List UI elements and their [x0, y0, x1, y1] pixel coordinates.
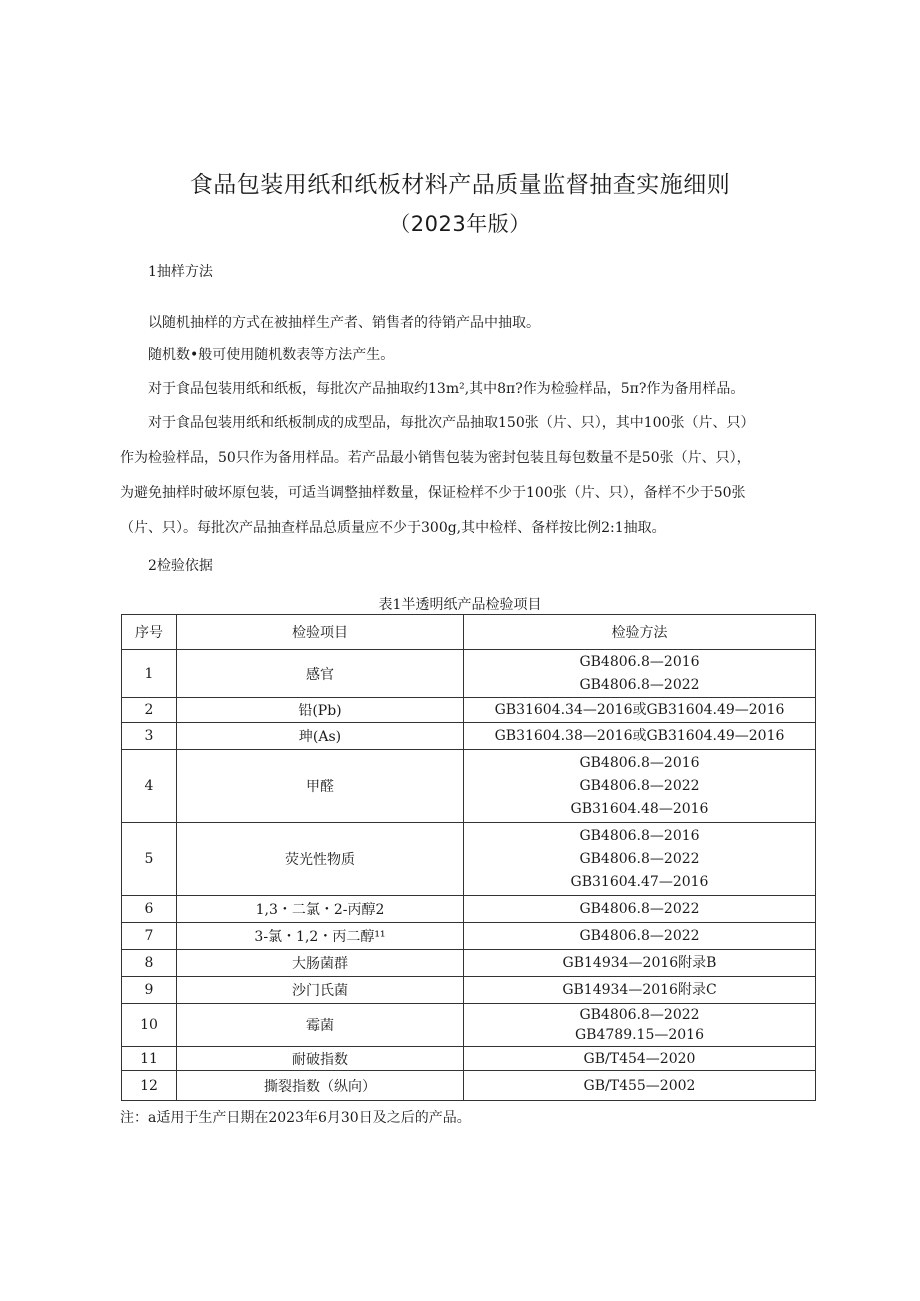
cell-serial: 6 — [122, 896, 177, 923]
cell-methods — [464, 950, 816, 977]
cell-methods — [464, 1004, 816, 1047]
cell-methods — [464, 823, 816, 896]
method-line: GB14934—2016附录C — [562, 982, 717, 998]
cell-methods — [464, 650, 816, 698]
cell-methods — [464, 750, 816, 823]
paragraph-product-sampling-line-4: （片、只）。每批次产品抽查样品总质量应不少于300g,其中检样、备样按比例2:1抽取。 — [120, 520, 666, 536]
method-line: GB/T454—2020 — [583, 1050, 696, 1067]
table-row — [122, 1004, 816, 1047]
cell-methods — [464, 698, 816, 723]
cell-item: 耐破指数 — [177, 1047, 464, 1071]
cell-methods — [464, 723, 816, 750]
cell-item: 3-氯・1,2・丙二醇¹¹ — [177, 923, 464, 950]
method-line: GB/T455—2002 — [583, 1077, 696, 1094]
method-line: GB31604.47—2016 — [570, 873, 709, 890]
cell-serial: 10 — [122, 1004, 177, 1047]
table-row — [122, 723, 816, 750]
paragraph-product-sampling-line-2: 作为检验样品，50只作为备用样品。若产品最小销售包装为密封包装且每包数量不是50张（片、只）， — [120, 450, 751, 466]
cell-item: 荧光性物质 — [177, 823, 464, 896]
cell-methods — [464, 1071, 816, 1101]
table-row — [122, 650, 816, 698]
method-line: GB14934—2016附录B — [562, 955, 717, 971]
cell-methods — [464, 1047, 816, 1071]
method-line: GB4806.8—2022 — [579, 1007, 700, 1023]
paragraph-random-number: 随机数•般可使用随机数表等方法产生。 — [148, 347, 395, 363]
cell-item: 铅(Pb) — [177, 698, 464, 723]
method-line: GB4806.8—2022 — [579, 901, 700, 917]
method-line: GB31604.48—2016 — [570, 800, 709, 817]
paragraph-sampling-method: 以随机抽样的方式在被抽样生产者、销售者的待销产品中抽取。 — [148, 315, 540, 331]
method-line: GB4806.8—2016 — [579, 754, 700, 771]
cell-serial: 9 — [122, 977, 177, 1004]
table-caption: 表1半透明纸产品检验项目 — [378, 597, 542, 613]
document-title: 食品包装用纸和纸板材料产品质量监督抽查实施细则 — [189, 172, 731, 198]
cell-item: 沙门氏菌 — [177, 977, 464, 1004]
table-row — [122, 1071, 816, 1101]
cell-item: 感官 — [177, 650, 464, 698]
method-line: GB4789.15—2016 — [575, 1027, 704, 1043]
method-line: GB31604.38—2016或GB31604.49—2016 — [494, 728, 785, 744]
method-line: GB4806.8—2022 — [579, 777, 700, 794]
cell-serial: 1 — [122, 650, 177, 698]
cell-methods — [464, 923, 816, 950]
table-row — [122, 1047, 816, 1071]
document-edition: （2023年版） — [389, 212, 531, 236]
cell-item: 撕裂指数（纵向） — [177, 1071, 464, 1101]
inspection-items-table — [121, 614, 816, 1101]
cell-serial: 3 — [122, 723, 177, 750]
cell-item: 珅(As) — [177, 723, 464, 750]
table-row — [122, 923, 816, 950]
cell-serial: 4 — [122, 750, 177, 823]
table-row — [122, 823, 816, 896]
section-2-heading: 2检验依据 — [148, 558, 213, 574]
column-header-method: 检验方法 — [464, 615, 816, 650]
cell-serial: 8 — [122, 950, 177, 977]
cell-serial: 12 — [122, 1071, 177, 1101]
method-line: GB4806.8—2016 — [579, 653, 700, 670]
cell-methods — [464, 896, 816, 923]
method-line: GB4806.8—2022 — [579, 928, 700, 944]
paragraph-product-sampling-line-3: 为避免抽样时破坏原包装，可适当调整抽样数量，保证检样不少于100张（片、只），备样不少于50张 — [120, 485, 746, 501]
table-row — [122, 698, 816, 723]
table-row — [122, 896, 816, 923]
cell-serial: 5 — [122, 823, 177, 896]
method-line: GB4806.8—2022 — [579, 676, 700, 693]
method-line: GB4806.8—2022 — [579, 850, 700, 867]
paragraph-product-sampling-line-1: 对于食品包装用纸和纸板制成的成型品，每批次产品抽取150张（片、只），其中100张（片、只） — [148, 415, 755, 431]
method-line: GB31604.34—2016或GB31604.49—2016 — [494, 702, 785, 718]
cell-methods — [464, 977, 816, 1004]
column-header-item: 检验项目 — [177, 615, 464, 650]
table-row — [122, 977, 816, 1004]
table-row — [122, 750, 816, 823]
cell-serial: 2 — [122, 698, 177, 723]
paragraph-paper-sampling: 对于食品包装用纸和纸板，每批次产品抽取约13m²,其中8π?作为检验样品，5π?作为备用样品。 — [148, 381, 745, 397]
column-header-serial: 序号 — [122, 615, 177, 650]
table-note: 注：a适用于生产日期在2023年6月30日及之后的产品。 — [120, 1110, 471, 1126]
cell-item: 1,3・二氯・2-丙醇2 — [177, 896, 464, 923]
method-line: GB4806.8—2016 — [579, 827, 700, 844]
section-1-heading: 1抽样方法 — [148, 264, 213, 280]
cell-serial: 7 — [122, 923, 177, 950]
cell-item: 大肠菌群 — [177, 950, 464, 977]
cell-item: 霉菌 — [177, 1004, 464, 1047]
cell-item: 甲醛 — [177, 750, 464, 823]
table-row — [122, 950, 816, 977]
cell-serial: 11 — [122, 1047, 177, 1071]
